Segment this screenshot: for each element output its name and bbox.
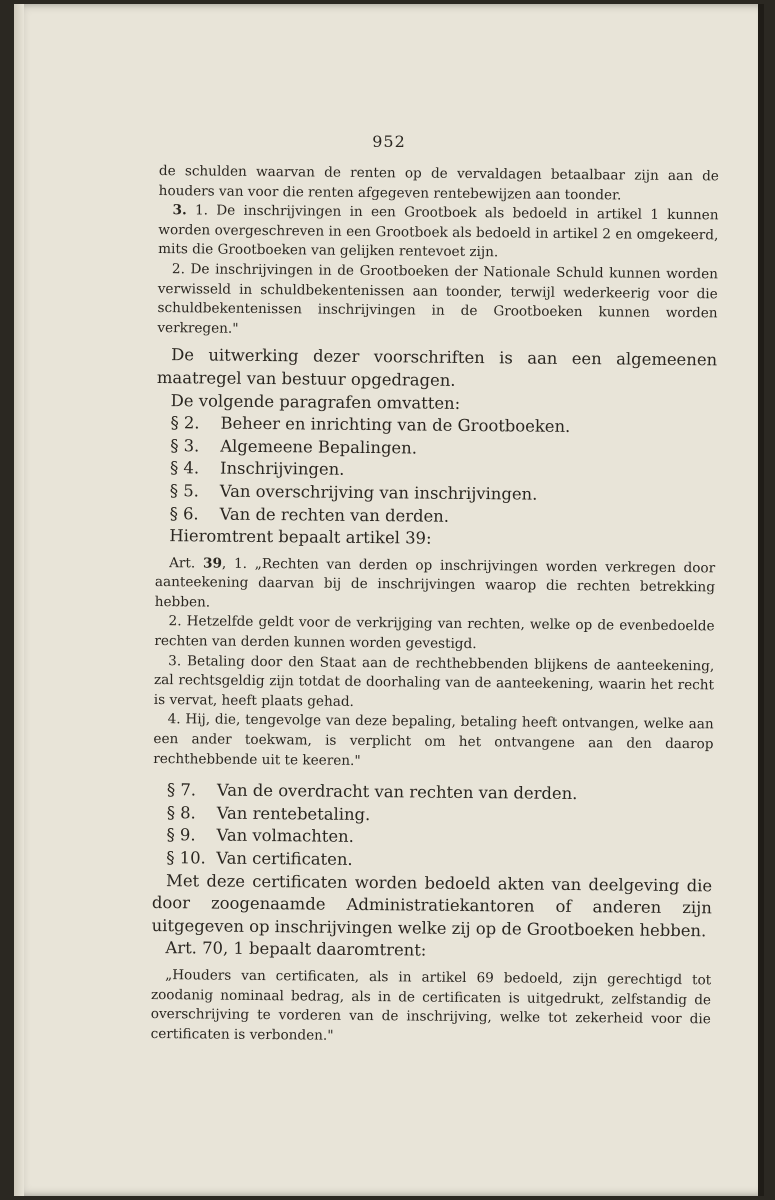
page-edge xyxy=(758,4,764,1196)
paragraph-art-39-3: 3. Betaling door den Staat aan de rechthebbenden blijkens de aanteekening, zal rechtsgeldig zijn totdat de doorhaling van de aanteekening, waarin het recht is vervat, heeft plaats gehad. xyxy=(153,652,715,710)
paragraph-art-3-2: 2. De inschrijvingen in de Grootboeken der Nationale Schuld kunnen worden verwisseld in schuldbekentenissen aan toonder, terwijl wederkeerig voor die schuldbekentenissen inschrijvingen in de Grootboeken kunnen worden verkregen." xyxy=(157,261,719,337)
section-title: Beheer en inrichting van de Grootboeken. xyxy=(220,413,571,437)
article-number: 39 xyxy=(202,555,223,572)
block-sections-continued xyxy=(151,779,713,965)
section-title: Inschrijvingen. xyxy=(219,458,345,480)
section-title: Algemeene Bepalingen. xyxy=(220,436,418,458)
block-article-39 xyxy=(153,554,715,775)
section-number: § 7. xyxy=(166,780,197,800)
section-number: § 3. xyxy=(170,435,200,456)
section-title: Van overschrijving van inschrijvingen. xyxy=(219,481,538,504)
section-number: § 5. xyxy=(169,481,199,501)
section-title: Van de rechten van derden. xyxy=(219,504,450,526)
paragraph-intro: De uitwerking dezer voorschriften is aan een algemeenen maatregel van bestuur opgedragen. xyxy=(156,345,718,390)
section-title: Van rentebetaling. xyxy=(216,803,371,824)
paragraph-text: , 1. „Rechten van derden op inschrijvingen worden verkregen door aanteekening daarvan bij de inschrijvingen waarop die rechten betrekking hebben. xyxy=(154,555,716,611)
block-article-3 xyxy=(157,162,719,344)
paragraph-art-70-intro: Art. 70, 1 bepaalt daaromtrent: xyxy=(165,938,427,960)
paragraph-text: 1. De inschrijvingen in een Grootboek als bedoeld in artikel 1 kunnen worden overgeschreven in een Grootboek als bedoeld in artikel 2 en omgekeerd, mits die Grootboeken van gelijken rentevoet zijn. xyxy=(158,202,719,261)
section-title: Van de overdracht van rechten van derden. xyxy=(216,780,578,804)
block-explanation xyxy=(155,344,717,553)
paragraph-certificaten: Met deze certificaten worden bedoeld akten van deelgeving die door zoogenaamde Administratiekantoren of anderen zijn uitgegeven op inschrijvingen welke zij op de Grootboeken hebben. xyxy=(151,870,713,941)
block-article-70 xyxy=(151,966,712,1050)
paragraph-art-3-1 xyxy=(158,201,719,265)
section-title: Van volmachten. xyxy=(216,825,354,847)
article-label: Art. xyxy=(169,554,204,572)
page-number: 952 xyxy=(372,132,406,151)
paragraph-art-70-quote: „Houders van certificaten, als in artikel 69 bedoeld, zijn gerechtigd tot zoodanig nominaal bedrag, als in de certificaten is uitgedrukt, zelfstandig de overschrijving te vorderen van de inschrijving, welke tot zekerheid voor die certificaten is verbonden." xyxy=(150,967,712,1044)
paragraph-hieromtrent: Hieromtrent bepaalt artikel 39: xyxy=(169,526,432,548)
paragraph-art-39-2: 2. Hetzelfde geldt voor de verkrijging van rechten, welke op de evenbedoelde rechten van derden kunnen worden gevestigd. xyxy=(154,613,715,653)
article-number: 3. xyxy=(172,202,187,219)
paragraph-sections-intro: De volgende paragrafen omvatten: xyxy=(170,390,461,413)
section-number: § 4. xyxy=(169,458,200,478)
paragraph-continuation: de schulden waarvan de renten op de vervaldagen betaalbaar zijn aan de houders van voor die renten afgegeven rentebewijzen aan toonder. xyxy=(158,162,719,204)
section-number: § 10. xyxy=(166,848,206,868)
section-number: § 6. xyxy=(169,503,199,523)
section-number: § 9. xyxy=(166,825,196,845)
book-page xyxy=(14,4,764,1196)
paragraph-art-39-1 xyxy=(155,554,716,618)
page-content xyxy=(151,162,719,1050)
section-title: Van certificaten. xyxy=(216,848,353,869)
section-number: § 8. xyxy=(166,802,196,823)
paragraph-art-39-4: 4. Hij, die, tengevolge van deze bepaling, betaling heeft ontvangen, welke aan een ander toekwam, is verplicht om het ontvangene aan den daarop rechthebbende uit te keeren." xyxy=(153,711,714,769)
section-number: § 2. xyxy=(170,413,200,433)
page-gutter xyxy=(14,4,24,1196)
